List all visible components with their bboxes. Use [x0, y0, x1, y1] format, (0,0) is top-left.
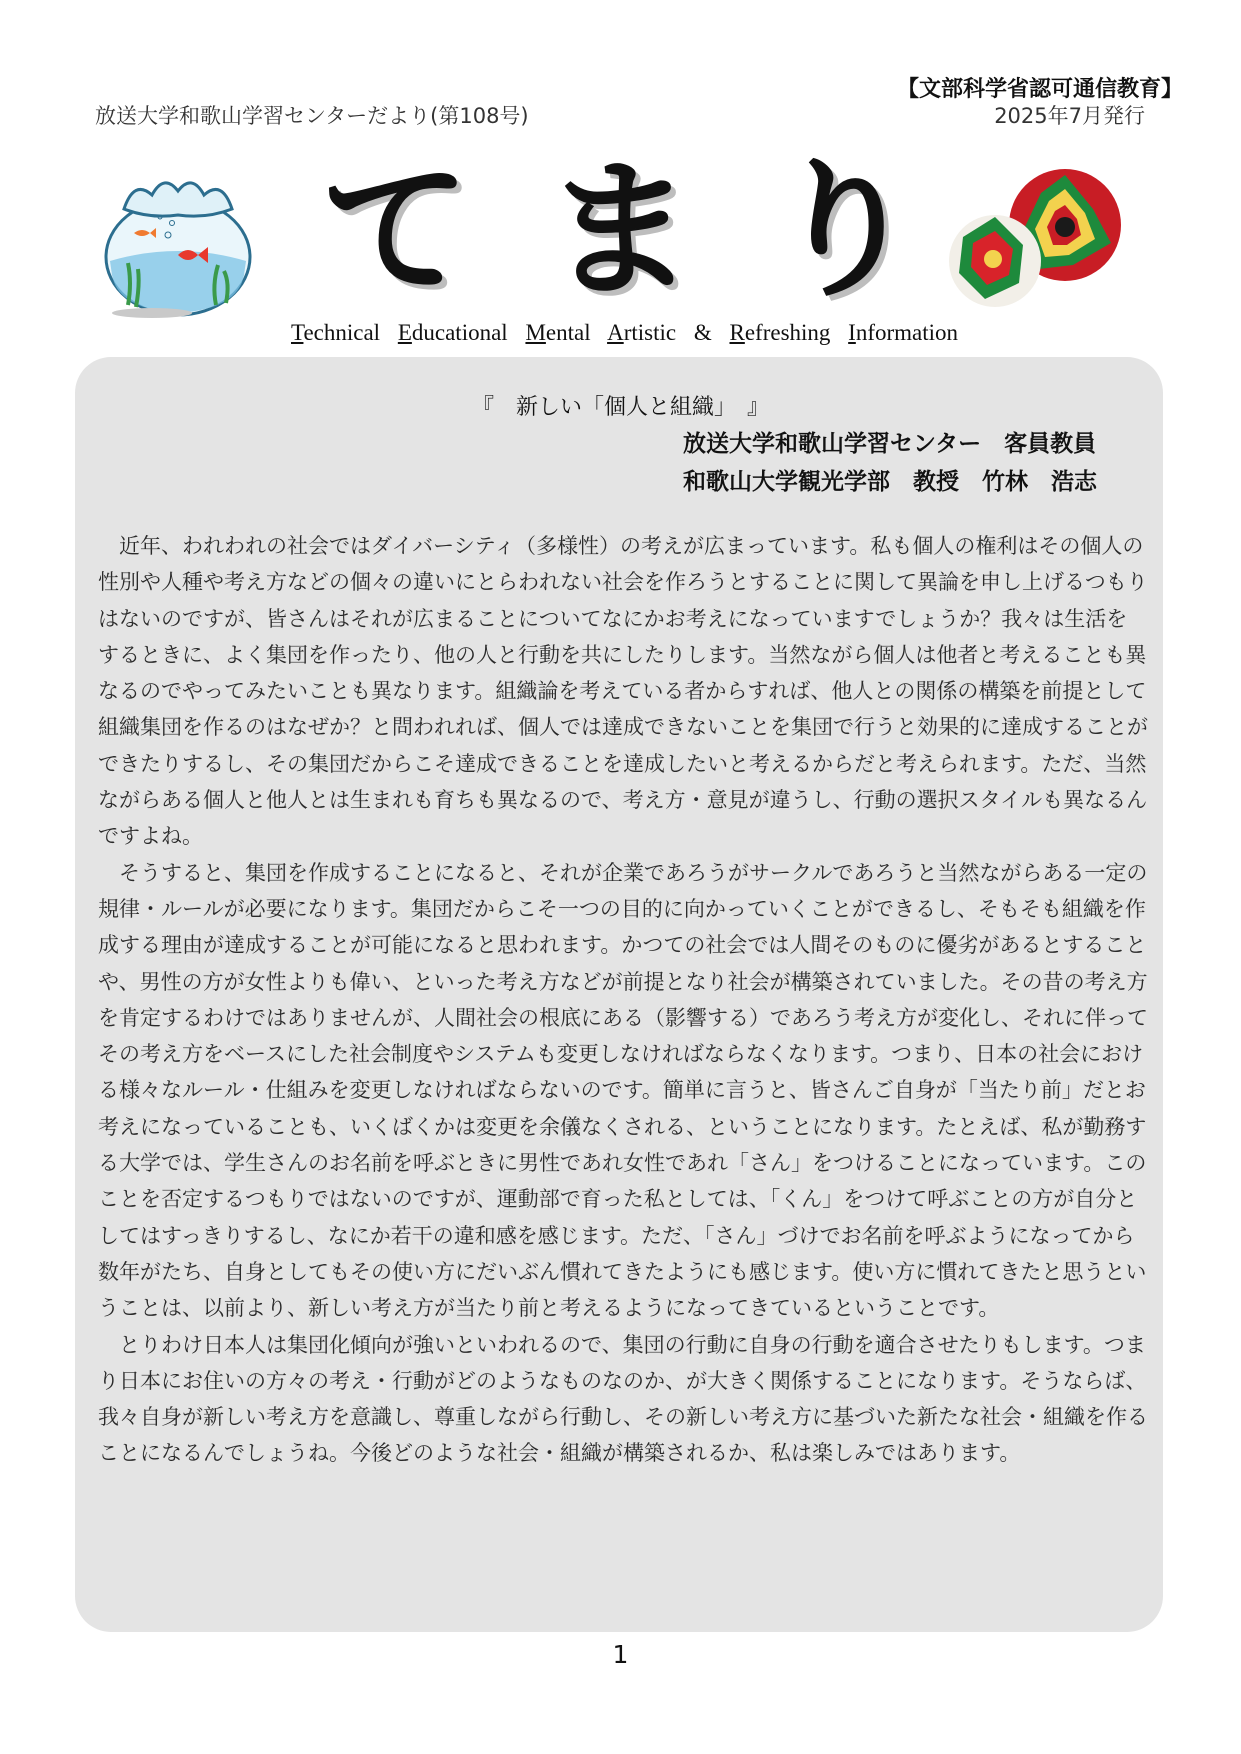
masthead-subtitle: [291, 320, 1011, 346]
subtitle-word: Information: [848, 320, 959, 345]
newsletter-name: 放送大学和歌山学習センターだより(第108号): [95, 104, 529, 128]
article-paragraph: とりわけ日本人は集団化傾向が強いといわれるので、集団の行動に自身の行動を適合させたりもします。つまり日本にお住いの方々の考え・行動がどのようなものなのか、が大きく関係することになります。そうならば、我々自身が新しい考え方を意識し、尊重しながら行動し、その新しい考え方に基づいた新たな社会・組織を作ることになるんでしょうね。今後どのような社会・組織が構築されるか、私は楽しみではあります。: [98, 1332, 1148, 1466]
temari-balls-icon: [945, 165, 1125, 315]
byline-affiliation: 放送大学和歌山学習センター 客員教員: [683, 431, 1097, 457]
masthead-char: り: [769, 142, 920, 318]
subtitle-word: Technical: [291, 320, 381, 345]
masthead-char: ま: [544, 142, 695, 318]
page-number: 1: [612, 1640, 629, 1669]
byline-author: 和歌山大学観光学部 教授 竹林 浩志: [683, 469, 1097, 495]
masthead-title: [320, 142, 920, 318]
subtitle-word: Educational: [397, 320, 508, 345]
article-paragraph: そうすると、集団を作成することになると、それが企業であろうがサークルであろうと当然ながらある一定の規律・ルールが必要になります。集団だからこそ一つの目的に向かっていくことができるし、そもそも組織を作成する理由が達成することが可能になると思われます。かつての社会では人間そのものに優劣があるとすることや、男性の方が女性よりも偉い、といった考え方などが前提となり社会が構築されていました。その昔の考え方を肯定するわけではありませんが、人間社会の根底にある（影響する）であろう考え方が変化し、それに伴ってその考え方をベースにした社会制度やシステムも変更しなければならなくなります。つまり、日本の社会における様々なルール・仕組みを変更しなければならないのです。簡単に言うと、皆さんご自身が「当たり前」だとお考えになっていることも、いくばくかは変更を余儀なくされる、ということになります。たとえば、私が勤務する大学では、学生さんのお名前を呼ぶときに男性であれ女性であれ「さん」をつけることになっています。このことを否定するつもりではないのですが、運動部で育った私としては、「くん」をつけて呼ぶことの方が自分としてはすっきりするし、なにか若干の違和感を感じます。ただ、「さん」づけでお名前を呼ぶようになってから数年がたち、自身としてもその使い方にだいぶん慣れてきたようにも感じます。使い方に慣れてきたと思うということは、以前より、新しい考え方が当たり前と考えるようになってきているということです。: [98, 860, 1148, 1321]
issue-date: 2025年7月発行: [994, 104, 1145, 128]
article-body: [98, 528, 1148, 1472]
subtitle-word: Mental: [525, 320, 591, 345]
article-paragraph: 近年、われわれの社会ではダイバーシティ（多様性）の考えが広まっています。私も個人の権利はその個人の性別や人種や考え方などの個々の違いにとらわれない社会を作ろうとすることに関して異論を申し上げるつもりはないのですが、皆さんはそれが広まることについてなにかお考えになっていますでしょうか？我々は生活をするときに、よく集団を作ったり、他の人と行動を共にしたりします。当然ながら個人は他者と考えることも異なるのでやってみたいことも異なります。組織論を考えている者からすれば、他人との関係の構築を前提として組織集団を作るのはなぜか？と問われれば、個人では達成できないことを集団で行うと効果的に達成することができたりするし、その集団だからこそ達成できることを達成したいと考えるからだと考えられます。ただ、当然ながらある個人と他人とは生まれも育ちも異なるので、考え方・意見が違うし、行動の選択スタイルも異なるんですよね。: [98, 534, 1148, 849]
article-title: 『 新しい「個人と組織」 』: [471, 395, 769, 420]
subtitle-word: &: [693, 320, 712, 345]
subtitle-word: Refreshing: [729, 320, 831, 345]
goldfish-bowl-icon: [98, 165, 258, 320]
masthead-char: て: [320, 142, 471, 318]
subtitle-word: Artistic: [607, 320, 677, 345]
certification-label: 【文部科学省認可通信教育】: [896, 77, 1183, 102]
